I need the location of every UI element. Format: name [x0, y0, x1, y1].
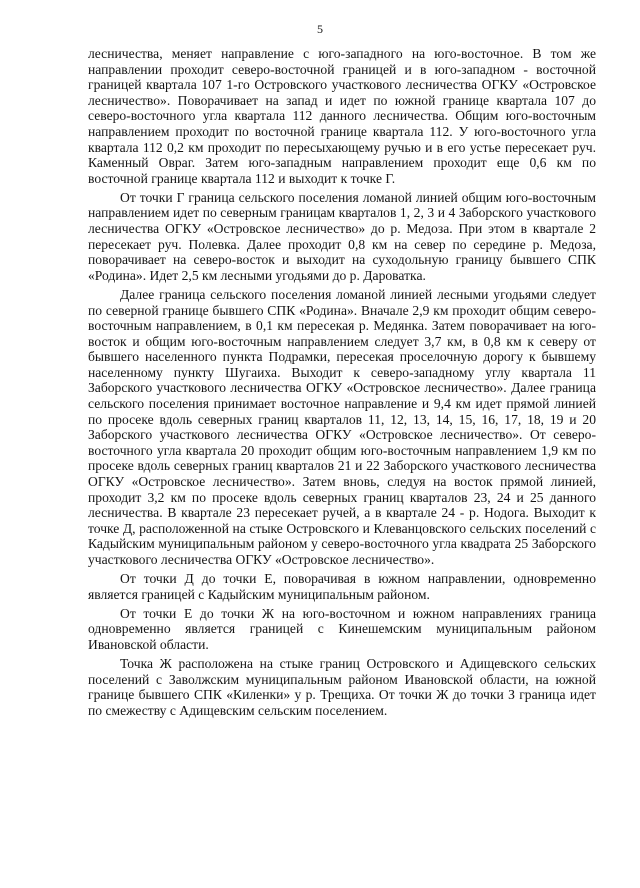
paragraph-point-g: От точки Г граница сельского поселения ломаной линией общим юго-восточным направлением идет по северным границам кварталов 1, 2, 3 и 4 Заборского участкового лесничества ОГКУ «Островское лесничество» до р. Медоза. При этом в квартале 2 пересекает руч. Полевка. Далее проходит 0,8 км на север по середине р. Медоза, поворачивает на северо-восток и выходит на суходольную границу бывшего СПК «Родина». Идет 2,5 км лесными угодьями до р. Дароватка. [88, 189, 596, 283]
paragraph-point-zh: Точка Ж расположена на стыке границ Островского и Адищевского сельских поселений с Заволжским муниципальным районом Ивановской области, на южной границе бывшего СПК «Киленки» у р. Трещиха. От точки Ж до точки З граница идет по смежеству с Адищевским сельским поселением. [88, 656, 596, 718]
paragraph-continuation: лесничества, меняет направление с юго-западного на юго-восточное. В том же направлении проходит северо-восточной границей и в юго-западном - восточной границей квартала 107 1-го Островского участкового лесничества ОГКУ «Островское лесничество». Поворачивает на запад и идет по южной границе квартала 107 до северо-восточного угла квартала 112 данного лесничества. Общим юго-восточным направлением проходит по восточной границе квартала 112. У юго-восточного угла квартала 112 0,2 км проходит по пересыхающему ручью и в его устье пересекает руч. Каменный Овраг. Затем юго-западным направлением проходит еще 0,6 км по восточной границе квартала 112 и выходит к точке Г. [88, 46, 596, 186]
page-number: 5 [317, 22, 323, 36]
paragraph-point-d-e: От точки Д до точки Е, поворачивая в южном направлении, одновременно является границей с Кадыйским муниципальным районом. [88, 571, 596, 602]
paragraph-point-e-zh: От точки Е до точки Ж на юго-восточном и южном направлениях граница одновременно является границей с Кинешемским муниципальным районом Ивановской области. [88, 605, 596, 652]
paragraph-rodina-border: Далее граница сельского поселения ломаной линией лесными угодьями следует по северной границе бывшего СПК «Родина». Вначале 2,9 км проходит общим северо-восточным направлением, в 0,1 км пересекая р. Медянка. Затем поворачивает на юго-восток и общим юго-восточным направлением следует 3,7 км, в 0,8 км к северу от бывшего населенного пункта Подрамки, пересекая проселочную дорогу к бывшему населенному пункту Шугаиха. Выходит к северо-западному углу квартала 11 Заборского участкового лесничества ОГКУ «Островское лесничество». Далее граница сельского поселения принимает восточное направление и 9,4 км идет прямой линией по просеке вдоль северных границ кварталов 11, 12, 13, 14, 15, 16, 17, 18, 19 и 20 Заборского участкового лесничества ОГКУ «Островское лесничество». От северо-восточного угла квартала 20 проходит общим юго-восточным направлением 1,9 км по просеке вдоль северных границ кварталов 21 и 22 Заборского участкового лесничества ОГКУ «Островское лесничество». Затем вновь, следуя на восток прямой линией, проходит 3,2 км по просеке вдоль северных границ кварталов 23, 24 и 25 данного лесничества. В квартале 23 пересекает ручей, а в квартале 24 - р. Нодога. Выходит к точке Д, расположенной на стыке Островского и Клеванцовского сельских поселений с Кадыйским муниципальным районом у северо-восточного угла квадрата 25 Заборского участкового лесничества ОГКУ «Островское лесничество». [88, 286, 596, 567]
document-body [88, 46, 596, 722]
